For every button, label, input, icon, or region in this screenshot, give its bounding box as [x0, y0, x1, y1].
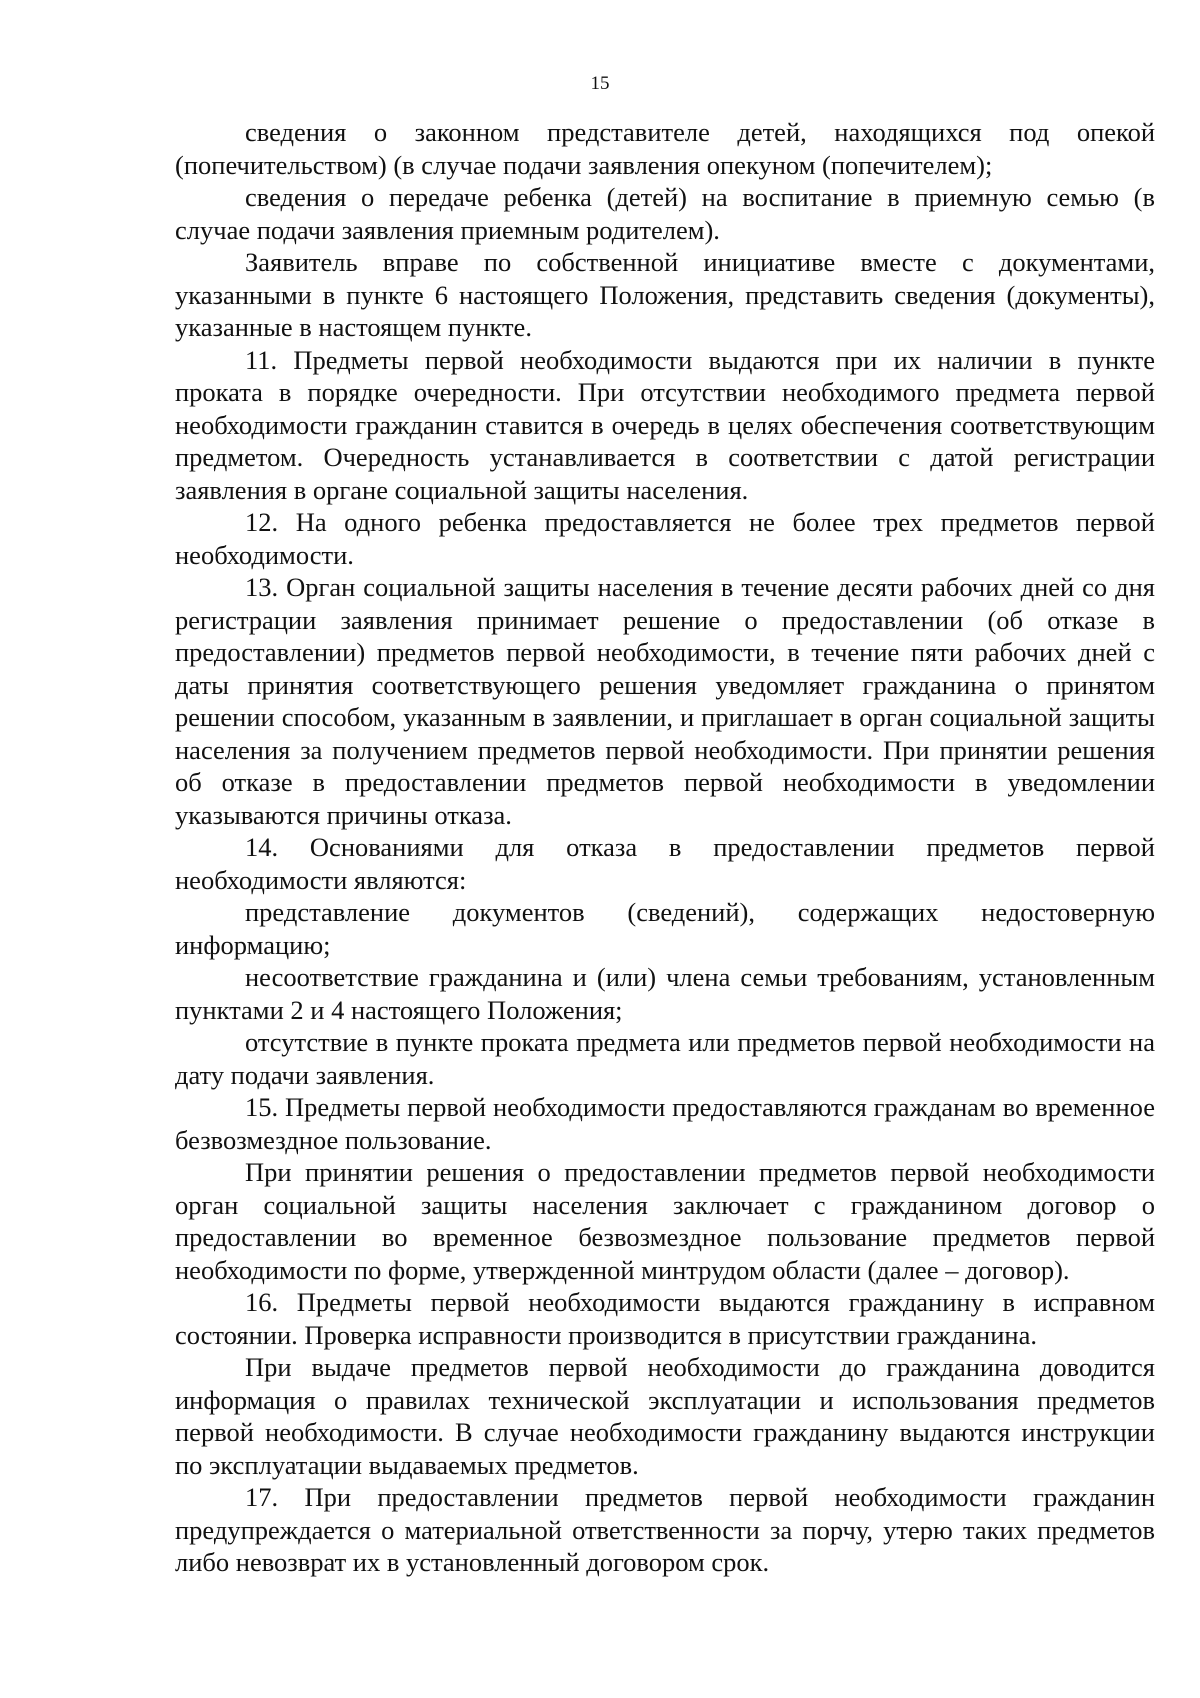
paragraph-clause-13: 13. Орган социальной защиты населения в течение десяти рабочих дней со дня регистрации заявления принимает решение о предоставлении (об отказе в предоставлении) предметов первой необходимости, в течение пяти рабочих дней с даты принятия соответствующего решения уведомляет гражданина о принятом решении способом, указанным в заявлении, и приглашает в орган социальной защиты населения за получением предметов первой необходимости. При принятии решения об отказе в предоставлении предметов первой необходимости в уведомлении указываются причины отказа. — [175, 572, 1155, 830]
paragraph-clause-17: 17. При предоставлении предметов первой необходимости гражданин предупреждается о материальной ответственности за порчу, утерю таких предметов либо невозврат их в установленный договором срок. — [175, 1482, 1155, 1577]
paragraph-clause-11: 11. Предметы первой необходимости выдаются при их наличии в пункте проката в порядке очередности. При отсутствии необходимого предмета первой необходимости гражданин ставится в очередь в целях обеспечения соответствующим предметом. Очередность устанавливается в соответствии с датой регистрации заявления в органе социальной защиты населения. — [175, 344, 1155, 505]
paragraph-clause-15: 15. Предметы первой необходимости предоставляются гражданам во временное безвозмездное пользование. — [175, 1092, 1155, 1155]
paragraph-refusal-reason-3: отсутствие в пункте проката предмета или предметов первой необходимости на дату подачи заявления. — [175, 1027, 1155, 1090]
paragraph-clause-16: 16. Предметы первой необходимости выдаются гражданину в исправном состоянии. Проверка исправности производится в присутствии гражданина. — [175, 1287, 1155, 1350]
paragraph-refusal-reason-2: несоответствие гражданина и (или) члена семьи требованиям, установленным пунктами 2 и 4 настоящего Положения; — [175, 962, 1155, 1025]
paragraph-clause-14: 14. Основаниями для отказа в предоставлении предметов первой необходимости являются: — [175, 832, 1155, 895]
page-number: 15 — [590, 73, 610, 94]
paragraph-contract: При принятии решения о предоставлении предметов первой необходимости орган социальной защиты населения заключает с гражданином договор о предоставлении во временное безвозмездное пользование предметов первой необходимости по форме, утвержденной минтрудом области (далее – договор). — [175, 1157, 1155, 1285]
paragraph-clause-12: 12. На одного ребенка предоставляется не более трех предметов первой необходимости. — [175, 507, 1155, 570]
paragraph-guardian-info: сведения о законном представителе детей, находящихся под опекой (попечительством) (в случае подачи заявления опекуном (попечителем); — [175, 117, 1155, 180]
paragraph-applicant-right: Заявитель вправе по собственной инициативе вместе с документами, указанными в пункте 6 настоящего Положения, представить сведения (документы), указанные в настоящем пункте. — [175, 247, 1155, 342]
paragraph-foster-info: сведения о передаче ребенка (детей) на воспитание в приемную семью (в случае подачи заявления приемным родителем). — [175, 182, 1155, 245]
paragraph-instructions: При выдаче предметов первой необходимости до гражданина доводится информация о правилах технической эксплуатации и использования предметов первой необходимости. В случае необходимости гражданину выдаются инструкции по эксплуатации выдаваемых предметов. — [175, 1352, 1155, 1480]
paragraph-refusal-reason-1: представление документов (сведений), содержащих недостоверную информацию; — [175, 897, 1155, 960]
document-body — [175, 116, 1155, 1579]
